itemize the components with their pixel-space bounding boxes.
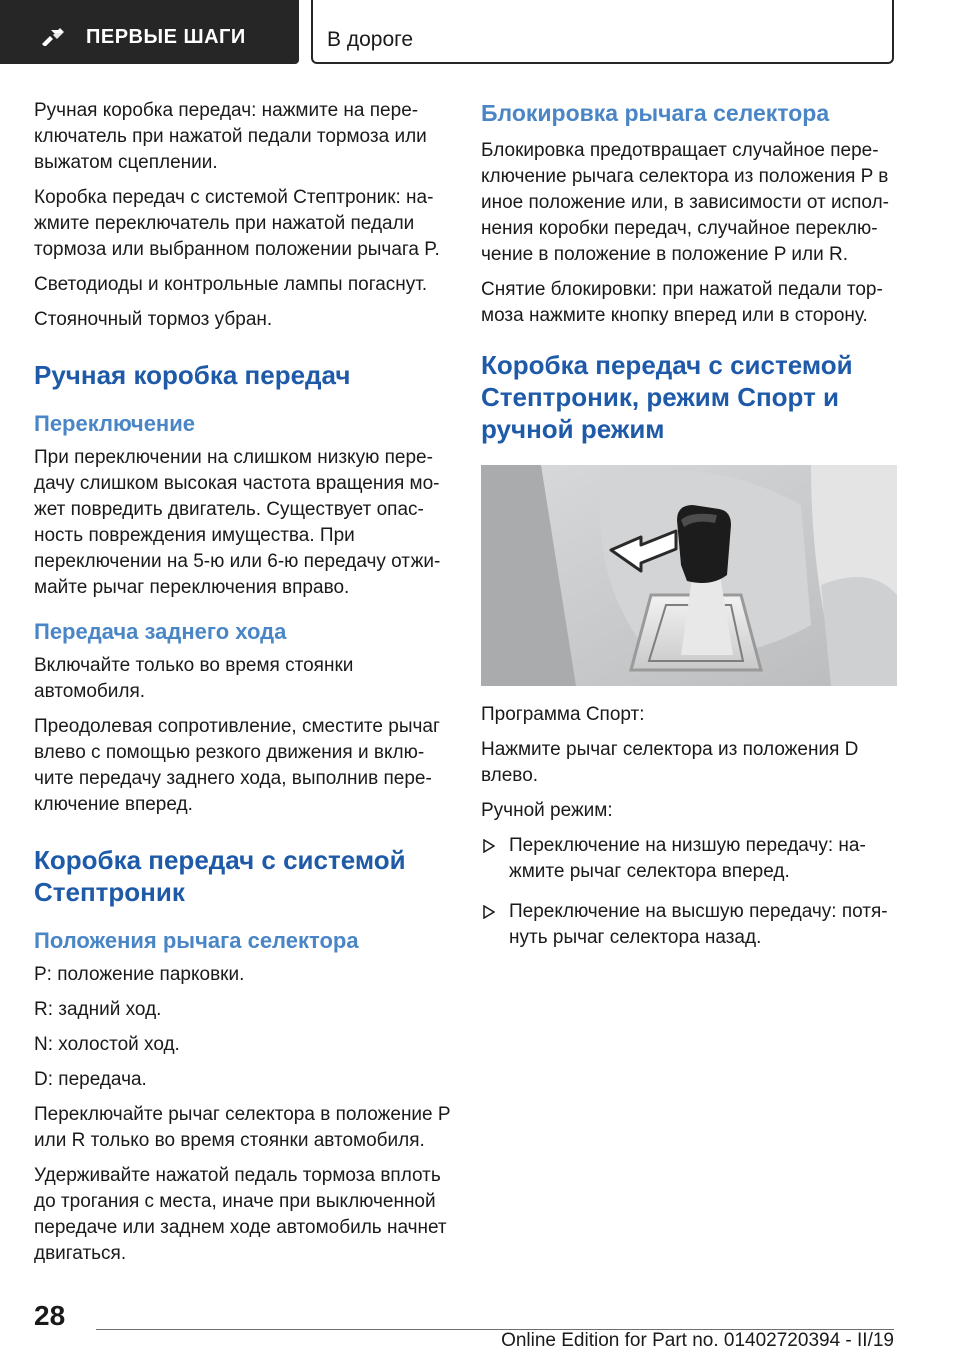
footer-edition: Online Edition for Part no. 01402720394 - II/19 bbox=[501, 1330, 894, 1351]
subsection-tab-label: В дороге bbox=[327, 28, 414, 51]
page-number: 28 bbox=[34, 1300, 66, 1331]
gear-selector-photo bbox=[481, 465, 897, 686]
right-column bbox=[481, 98, 897, 965]
heading-selector-positions: Положения рычага селектора bbox=[34, 928, 359, 953]
paragraph: Ручная коробка передач: нажмите на пере‐ ключатель при нажатой педали тормоза или выжатом сцеплении. bbox=[34, 100, 427, 173]
paragraph: Ручной режим: bbox=[481, 800, 613, 821]
heading-steptronic: Коробка передач с системой Стептроник bbox=[34, 845, 406, 907]
heading-sport-manual-mode: Коробка передач с системой Стептроник, режим Спорт и ручной режим bbox=[481, 350, 853, 444]
paragraph: Удерживайте нажатой педаль тормоза вплоть до трогания с места, иначе при выключенной передаче или заднем ходе автомобиль начнет двигаться. bbox=[34, 1165, 447, 1264]
position-n: N: холостой ход. bbox=[34, 1034, 180, 1055]
paragraph: Преодолевая сопротивление, сместите рычаг влево с помощью резкого движения и вклю‐ чите передачу заднего хода, выполнив пере‐ ключение вперед. bbox=[34, 716, 440, 815]
paragraph: При переключении на слишком низкую пере‐ дачу слишком высокая частота вращения мо‐ жет повредить двигатель. Существует опас‐ ность повреждения имущества. При переключении на 5-ю или 6-ю передачу отжи‐ майте рычаг переключения вправо. bbox=[34, 447, 441, 598]
subsection-tab[interactable] bbox=[311, 0, 894, 64]
position-p: P: положение парковки. bbox=[34, 964, 245, 985]
car-key-icon bbox=[40, 26, 66, 46]
position-r: R: задний ход. bbox=[34, 999, 162, 1020]
section-tab-label: ПЕРВЫЕ ШАГИ bbox=[86, 26, 246, 48]
paragraph: Включайте только во время стоянки автомобиля. bbox=[34, 655, 354, 702]
paragraph: Коробка передач с системой Стептроник: на‐ жмите переключатель при нажатой педали тормоза или выбранном положении рычага P. bbox=[34, 187, 440, 260]
heading-reverse-gear: Передача заднего хода bbox=[34, 619, 287, 644]
paragraph: Светодиоды и контрольные лампы погаснут. bbox=[34, 274, 428, 295]
triangle-bullet-icon bbox=[483, 905, 495, 919]
list-item bbox=[481, 833, 897, 885]
paragraph: Программа Спорт: bbox=[481, 704, 645, 725]
paragraph: Нажмите рычаг селектора из положения D влево. bbox=[481, 739, 859, 786]
heading-selector-lock: Блокировка рычага селектора bbox=[481, 100, 830, 126]
paragraph: Снятие блокировки: при нажатой педали тор‐ моза нажмите кнопку вперед или в сторону. bbox=[481, 279, 883, 326]
list-item-text: Переключение на высшую передачу: потя‐ нуть рычаг селектора назад. bbox=[509, 901, 888, 948]
section-tab[interactable] bbox=[0, 0, 299, 64]
heading-shifting: Переключение bbox=[34, 411, 195, 436]
left-column bbox=[34, 98, 454, 1276]
list-item-text: Переключение на низшую передачу: на‐ жмите рычаг селектора вперед. bbox=[509, 835, 866, 882]
manual-mode-list bbox=[481, 833, 897, 951]
paragraph: Стояночный тормоз убран. bbox=[34, 309, 273, 330]
position-d: D: передача. bbox=[34, 1069, 147, 1090]
page-header bbox=[0, 0, 960, 66]
list-item bbox=[481, 899, 897, 951]
paragraph: Переключайте рычаг селектора в положение P или R только во время стоянки автомобиля. bbox=[34, 1104, 451, 1151]
paragraph: Блокировка предотвращает случайное пере‐ ключение рычага селектора из положения P в иное положение или, в зависимости от испол‐ нения коробки передач, случайное переклю‐ чение в положение в положение P или R. bbox=[481, 140, 889, 265]
heading-manual-gearbox: Ручная коробка передач bbox=[34, 360, 351, 390]
triangle-bullet-icon bbox=[483, 839, 495, 853]
